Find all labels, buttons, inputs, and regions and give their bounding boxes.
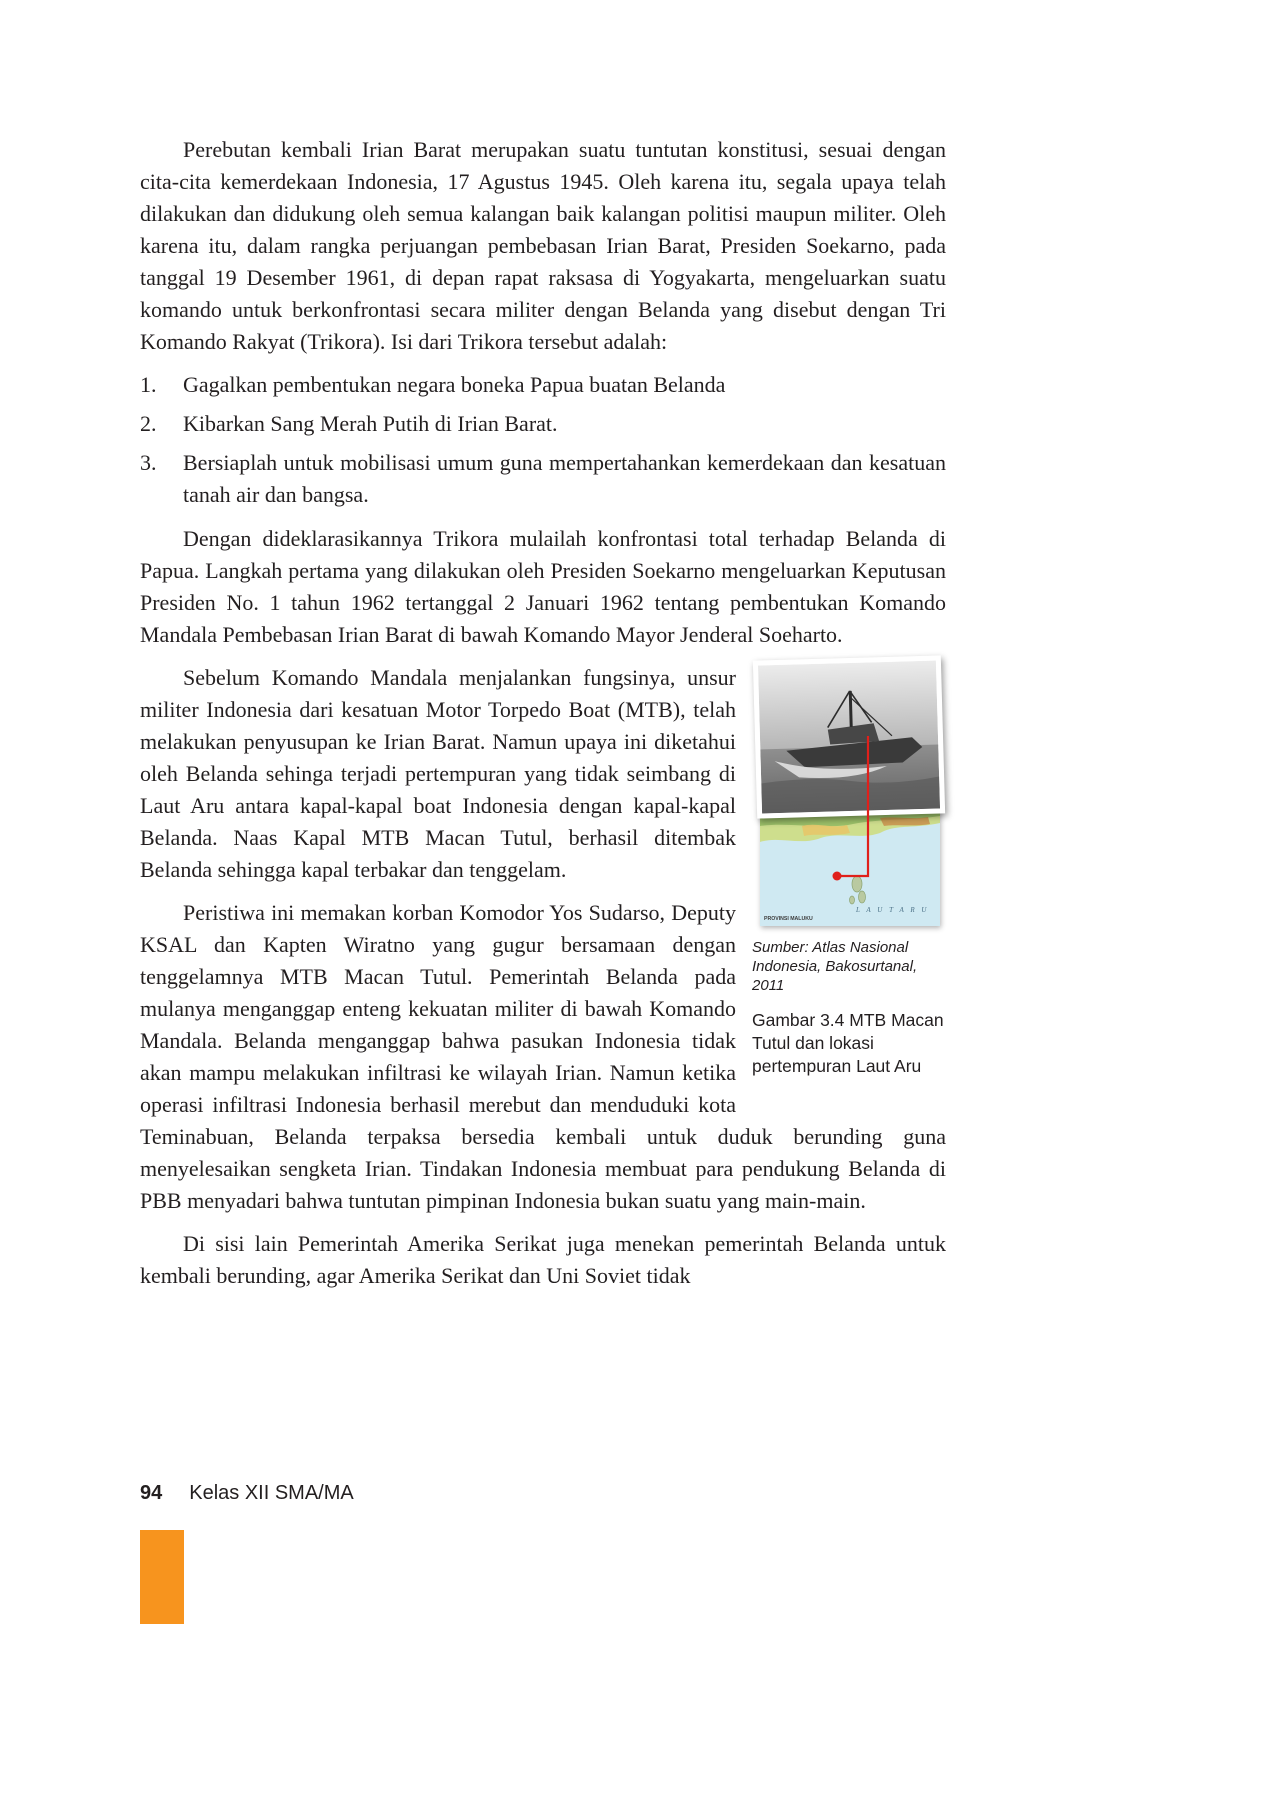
book-title: Kelas XII SMA/MA: [189, 1482, 354, 1504]
list-item: [140, 447, 946, 511]
page-footer: [140, 1482, 354, 1505]
list-item-text: Gagalkan pembentukan negara boneka Papua buatan Belanda: [183, 372, 726, 397]
orange-accent-block: [140, 1530, 184, 1624]
list-item-text: Kibarkan Sang Merah Putih di Irian Barat.: [183, 411, 558, 436]
list-item-number: 3.: [140, 450, 157, 475]
paragraph-keputusan-presiden: Dengan dideklarasikannya Trikora mulailah konfrontasi total terhadap Belanda di Papua. Langkah pertama yang dilakukan oleh Presiden Soekarno mengeluarkan Keputusan Presiden No. 1 tahun 1962 tertanggal 2 Januari 1962 tentang pembentukan Komando Mandala Pembebasan Irian Barat di bawah Komando Mayor Jenderal Soeharto.: [140, 526, 946, 647]
figure-source: Sumber: Atlas Nasional Indonesia, Bakosurtanal, 2011: [752, 939, 918, 994]
figure-caption: Gambar 3.4 MTB Macan Tutul dan lokasi pertempuran Laut Aru: [752, 1010, 944, 1076]
list-item: [140, 408, 946, 440]
battle-map-image: [760, 808, 940, 926]
photo-foreground-sea: [761, 775, 940, 813]
mtb-photo: [753, 655, 945, 818]
paragraph-yos-sudarso: Peristiwa ini memakan korban Komodor Yos Sudarso, Deputy KSAL dan Kapten Wiratno yang gugur bersamaan dengan tenggelamnya MTB Macan Tutul. Pemerintah Belanda pada mulanya menganggap enteng kekuatan militer di bawah Komando Mandala. Belanda menganggap bahwa pasukan Indonesia tidak akan mampu melakukan infiltrasi ke wilayah Irian. Namun ketika operasi infiltrasi Indonesia berhasil merebut dan menduduki kota Teminabuan, Belanda terpaksa bersedia kembali untuk duduk berunding guna menyelesaikan sengketa Irian. Tindakan Indonesia membuat para pendukung Belanda di PBB menyadari bahwa tuntutan pimpinan Indonesia bukan suatu yang main-main.: [140, 900, 946, 1213]
paragraph-trikora-intro: Perebutan kembali Irian Barat merupakan suatu tuntutan konstitusi, sesuai dengan cita-cita kemerdekaan Indonesia, 17 Agustus 1945. Oleh karena itu, segala upaya telah dilakukan dan didukung oleh semua kalangan baik kalangan politisi maupun militer. Oleh karena itu, dalam rangka perjuangan pembebasan Irian Barat, Presiden Soekarno, pada tanggal 19 Desember 1961, di depan rapat raksasa di Yogyakarta, mengeluarkan suatu komando untuk berkonfrontasi secara militer dengan Belanda yang disebut dengan Tri Komando Rakyat (Trikora). Isi dari Trikora tersebut adalah:: [140, 137, 946, 354]
trikora-list: [140, 369, 946, 511]
page-number: 94: [140, 1482, 163, 1504]
figure-mtb-macan-tutul: [752, 658, 946, 1078]
list-item-number: 2.: [140, 411, 157, 436]
battle-map: [760, 808, 940, 926]
map-label-provinsi-maluku: PROVINSI MALUKU: [764, 916, 813, 922]
text-column: [140, 134, 946, 1303]
map-label-laut-aru: L A U T A R U: [856, 906, 929, 914]
list-item-number: 1.: [140, 372, 157, 397]
list-item: [140, 369, 946, 401]
paragraph-amerika-serikat: Di sisi lain Pemerintah Amerika Serikat juga menekan pemerintah Belanda untuk kembali berunding, agar Amerika Serikat dan Uni Soviet tidak: [140, 1231, 946, 1288]
mtb-photo-image: [758, 661, 940, 814]
paragraph-mtb-penyusupan: Sebelum Komando Mandala menjalankan fungsinya, unsur militer Indonesia dari kesatuan Motor Torpedo Boat (MTB), telah melakukan penyusupan ke Irian Barat. Namun upaya ini diketahui oleh Belanda sehinga terjadi pertempuran yang tidak seimbang di Laut Aru antara kapal-kapal boat Indonesia dengan kapal-kapal Belanda. Naas Kapal MTB Macan Tutul, berhasil ditembak Belanda sehingga kapal terbakar dan tenggelam.: [140, 665, 736, 882]
list-item-text: Bersiaplah untuk mobilisasi umum guna mempertahankan kemerdekaan dan kesatuan tanah air dan bangsa.: [183, 450, 946, 507]
